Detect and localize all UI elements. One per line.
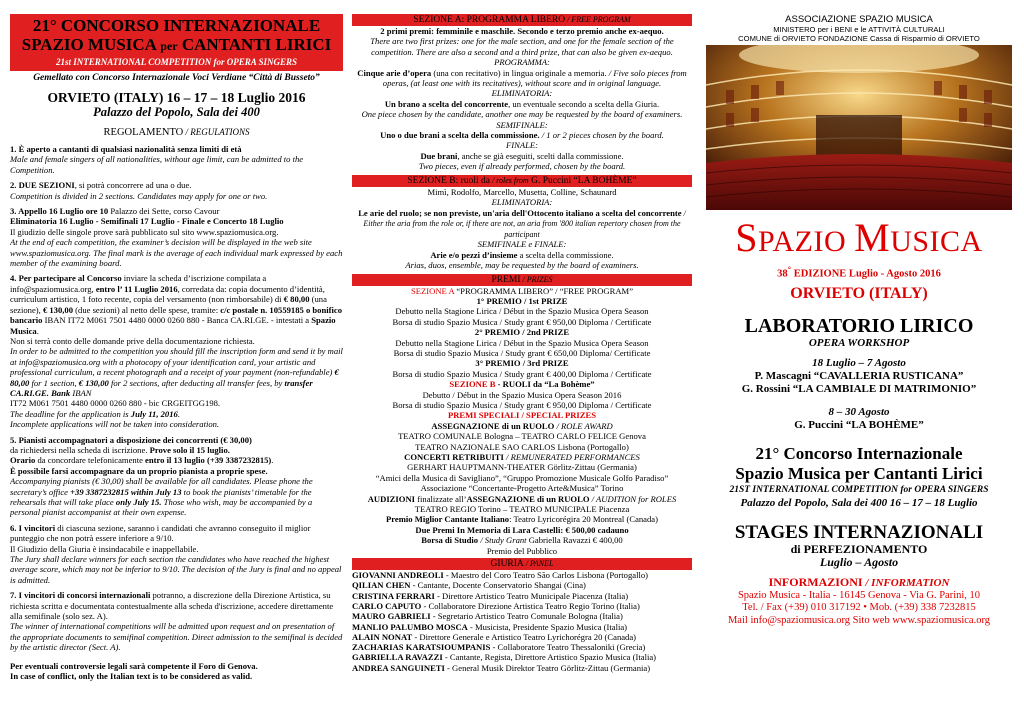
competition-title-2: Spazio Musica per Cantanti Lirici — [735, 463, 983, 483]
legal-footer: Per eventuali controversie legali sarà competente il Foro di Genova. In case of conflict, only the Italian text is to be considered as valid. — [10, 660, 258, 682]
competition-title-1: 21° Concorso Internazionale — [755, 443, 963, 463]
section-a-header: SEZIONE A: PROGRAMMA LIBERO / FREE PROGRAM — [352, 14, 692, 26]
lab-subtitle: OPERA WORKSHOP — [808, 336, 910, 349]
brand-title: SPAZIO MUSICA — [735, 215, 983, 260]
workshop-2-dates: 8 – 30 Agosto — [828, 405, 890, 418]
theatre-photo — [706, 45, 1012, 210]
contact-links: Mail info@spaziomusica.org Sito web www.spaziomusica.org — [727, 614, 991, 626]
competition-dates: ORVIETO (ITALY) 16 – 17 – 18 Luglio 2016 — [47, 90, 306, 105]
info-heading: INFORMAZIONI / INFORMATION — [768, 574, 950, 589]
rule-7: 7. I vincitori di concorsi internazionali potranno, a discrezione della Direzione Artistica, su richiesta scritta e documentata contestualmente alla scheda d'iscrizione, accedere direttamente alla semifinale (solo sez. A). The winner of international competitions will be admitted upon request and on presentation of the appropriate documents to semifinal competition. Direct admission to the semifinal is decided by the artistic director (Sect. A). — [10, 590, 343, 653]
competition-english: 21ST INTERNATIONAL COMPETITION for OPERA SINGERS — [729, 484, 989, 495]
stages-subtitle: di PERFEZIONAMENTO — [790, 541, 928, 556]
address: Spazio Musica - Italia - 16145 Genova - Via G. Parini, 10 — [737, 589, 981, 601]
rule-2: 2. DUE SEZIONI, si potrà concorrere ad una o due. Competition is divided in 2 sections. Candidates may apply for one or two. — [10, 180, 268, 201]
prizes-header: PREMI / PRIZES — [352, 274, 692, 286]
city-title: ORVIETO (ITALY) — [790, 284, 928, 302]
edition-text: 38° EDIZIONE Luglio - Agosto 2016 — [777, 264, 941, 280]
competition-place: Palazzo del Popolo, Sala dei 400 — [93, 105, 260, 119]
jury-member: ALAIN NONAT - Direttore Generale e Artistico Teatro Lyrichorégra 20 (Canada) — [352, 631, 637, 642]
workshop-1-opera-1: P. Mascagni “CAVALLERIA RUSTICANA” — [754, 369, 964, 382]
jury-member: QILIAN CHEN - Cantante, Docente Conservatorio Shangai (Cina) — [352, 580, 586, 591]
jury-member: MANLIO PALUMBO MOSCA - Musicista, Presidente Spazio Musica (Italia) — [352, 621, 628, 632]
sections-column: SEZIONE A: PROGRAMMA LIBERO / FREE PROGRAM 2 primi premi: femminile e maschile. Secondo e terzo premio anche ex-aequo. There are two first prizes: one for the male section, and one for the female section of the competition. There are also a second and a third prize, that can also be given ex-aequo. PROGRAMMA: Cinque arie d’opera (una con recitativo) in lingua originale a memoria. / Five solo pieces from operas, (at least one with its recitatives), without score and in original language. ELIMINATORIA: Un brano a scelta del concorrente, un eventuale secondo a scelta della Giuria. One piece chosen by the candidate, another one may be requested by the board of examiners. SEMIFINALE: Uno o due brani a scelta della commissione. / 1 or 2 pieces chosen by the board. FINALE: Due brani, anche se già eseguiti, scelti dalla commissione. Two pieces, even if already performed, chosen by the board. SEZIONE B: ruoli da / roles from G. Puccini “LA BOHÈME” Mimì, Rodolfo, Marcello, Musetta, Colline, Schaunard ELIMINATORIA: Le arie del ruolo; se non previste, un'aria dell'Ottocento italiano a scelta del concorrente / Either the aria from the role or, if there are not, an aria from '800 italian repertory chosen from the participant SEMIFINALE e FINALE: Arie e/o pezzi d’insieme a scelta della commissione. Arias, duos, ensemble, may be requested by the board of examiners. PREMI / PRIZES SEZIONE A “PROGRAMMA LIBERO” / “FREE PROGRAM” 1° PREMIO / 1st PRIZE Debutto nella Stagione Lirica / Début in the Spazio Musica Opera Season Borsa di studio Spazio Musica / Study grant € 950,00 Diploma / Certificate 2° PREMIO / 2nd PRIZE Debutto nella Stagione Lirica / Début in the Spazio Musica Opera Season Borsa di studio Spazio Musica / Study grant € 650,00 Diploma/ Certificate 3° PREMIO / 3rd PRIZE Borsa di studio Spazio Musica / Study grant € 400,00 Diploma / Certificate SEZIONE B - RUOLI da “La Bohème” Debutto / Début in the Spazio Musica Opera Season 2016 Borsa di studio Spazio Musica / Study grant € 950,00 Diploma / Certificate PREMI SPECIALI / SPECIAL PRIZES ASSEGNAZIONE di un RUOLO / ROLE AWARD TEATRO COMUNALE Bologna – TEATRO CARLO FELICE Genova TEATRO NAZIONALE SAO CARLOS Lisbona (Portogallo) CONCERTI RETRIBUITI / REMUNERATED PERFORMANCES GERHART HAUPTMANN-THEATER Görlitz-Zittau (Germania) “Amici della Musica di Savigliano”, “Gruppo Promozione Musicale Golfo Paradiso” Associazione “Concertante-Progetto Arte&Musica” Torino AUDIZIONI finalizzate all’ASSEGNAZIONE di un RUOLO / AUDITION for ROLES TEATRO REGIO Torino – TEATRO MUNICIPALE Piacenza Premio Miglior Cantante Italiano: Teatro Lyricorégira 20 Montreal (Canada) Due Premi In Memoria di Lara Castelli: € 500,00 cadauno Borsa di Studio / Study Grant Gabriella Ravazzi € 400,00 Premio del Pubblico GIURIA / PANEL GIOVANNI ANDREOLI - Maestro del Coro Teatro São Carlos Lisbona (Portogallo) QILIAN CHEN - Cantante, Docente Conservatorio Shangai (Cina) CRISTINA FERRARI - Direttore Artistico Teatro Municipale Piacenza (Italia) CARLO CAPUTO - Collaboratore Direzione Artistica Teatro Regio Torino (Italia) MAURO GABRIELI - Segretario Artistico Teatro Comunale Bologna (Italia) MANLIO PALUMBO MOSCA - Musicista, Presidente Spazio Musica (Italia) ALAIN NONAT - Direttore Generale e Artistico Teatro Lyrichorégra 20 (Canada) ZACHARIAS KARATSIOUMPANIS - Collaboratore Teatro Thessaloniki (Grecia) GABRIELLA RAVAZZI - Cantante, Regista, Direttore Artistico Spazio Musica (Italia) ANDREA SANGUINETI - General Musik Direktor Teatro Görlitz-Zittau (Germania) — [352, 0, 692, 725]
regulations-heading: REGOLAMENTO / REGULATIONS — [103, 127, 250, 138]
association-name: ASSOCIAZIONE SPAZIO MUSICA — [785, 14, 933, 25]
workshop-1-dates: 18 Luglio – 7 Agosto — [812, 356, 906, 369]
section-a-prizes-text: 2 primi premi: femminile e maschile. Secondo e terzo premio anche ex-aequo. — [380, 26, 664, 36]
phone: Tel. / Fax (+39) 010 317192 • Mob. (+39) 338 7232815 — [742, 602, 976, 613]
competition-venue: Palazzo del Popolo, Sala dei 400 16 – 17 – 18 Luglio — [740, 496, 978, 509]
stages-dates: Luglio – Agosto — [819, 554, 899, 569]
section-b-header: SEZIONE B: ruoli da / roles from G. Puccini “LA BOHÈME” — [352, 175, 692, 187]
twinned-text: Gemellato con Concorso Internazionale Voci Verdiane “Città di Busseto” — [33, 73, 320, 83]
rule-4: 4. Per partecipare al Concorso inviare la scheda d’iscrizione compilata a info@spaziomusica.org, entro l’ 11 Luglio 2016, corredata da: copia documento d’identità, curriculum artistico, 1 foto recente, copia del versamento (non rimborsabile) di € 80,00 (una sezione), € 130,00 (due sezioni) al netto delle spese, tramite: c/c postale n. 10559185 o bonifico bancario IBAN IT72 M061 7501 4480 0000 0260 880 - Banca CA.RI.GE. - intestati a Spazio Musica. Non si terrà conto delle domande prive della documentazione richiesta. In order to be admitted to the competition you should fill the inscription form and send it by mail at info@spaziomusica.org with a photocopy of your identification card, your artistic and professional curriculum, a recent photograph and a receipt of your payment (non-refundable) € 80,00 for 1 section, € 130,00 for 2 sections, after deducting all transfer fees, by transfer CA.RI.GE. Bank IBAN IT72 M061 7501 4480 0000 0260 880 - bic CRGEITGG198. The deadline for the application is July 11, 2016. Incomplete applications will not be taken into consideration. — [10, 273, 343, 430]
header-english: 21st INTERNATIONAL COMPETITION for OPERA SINGERS — [56, 57, 297, 67]
regulations-column — [10, 0, 343, 725]
workshop-2-opera: G. Puccini “LA BOHÈME” — [794, 418, 924, 431]
jury-list — [352, 570, 692, 673]
ministry-text: MINISTERO per i BENI e le ATTIVITÀ CULTURALI — [773, 25, 945, 34]
stages-title: STAGES INTERNAZIONALI — [734, 521, 984, 543]
header-line1: 21° CONCORSO INTERNAZIONALE — [32, 16, 321, 35]
website-link[interactable]: www.spaziomusica.org — [892, 614, 991, 626]
jury-header: GIURIA / PANEL — [352, 558, 692, 570]
jury-member: CARLO CAPUTO - Collaboratore Direzione Artistica Teatro Regio Torino (Italia) — [352, 600, 640, 611]
sponsors-text: COMUNE di ORVIETO FONDAZIONE Cassa di Risparmio di ORVIETO — [738, 34, 980, 43]
header-line2: SPAZIO MUSICA per CANTANTI LIRICI — [21, 35, 332, 54]
rule-1: 1. È aperto a cantanti di qualsiasi nazionalità senza limiti di età Male and female singers of all nationalities, without age limit, can be admitted to the Competition. — [10, 144, 304, 175]
rule-3: 3. Appello 16 Luglio ore 10 Palazzo dei Sette, corso Cavour Eliminatoria 16 Luglio - Semifinali 17 Luglio - Finale e Concerto 18 Luglio Il giudizio delle singole prove sarà pubblicato sul sito www.spaziomusica.org. At the end of each competition, the examiner’s decision will be displayed in the web site www.spaziomusica.org. The final mark is the average of each individual mark expressed by each member of the examining board. — [10, 206, 343, 269]
jury-member: ZACHARIAS KARATSIOUMPANIS - Collaboratore Teatro Thessaloniki (Grecia) — [352, 642, 646, 653]
jury-member: ANDREA SANGUINETI - General Musik Direktor Teatro Görlitz-Zittau (Germania) — [352, 662, 651, 673]
jury-member: MAURO GABRIELI - Segretario Artistico Teatro Comunale Bologna (Italia) — [352, 611, 623, 622]
competition-header — [10, 14, 343, 71]
email-link[interactable]: info@spaziomusica.org — [750, 614, 851, 626]
rule-5: 5. Pianisti accompagnatori a disposizione dei concorrenti (€ 30,00) da richiedersi nella scheda di iscrizione. Prove solo il 15 luglio. Orario da concordare telefonicamente entro il 13 luglio (+39 3387232815). È possibile farsi accompagnare da un proprio pianista a proprie spese. Accompanying pianists (€ 30,00) shall be available for all candidates. Please phone the secretary’s office +39 3387232815 within July 13 to book the pianists’ timetable for the rehearsals that will take place only July 15. Those who wish, may be accompanied by a personal pianist accompanist at their own expense. — [10, 434, 313, 518]
jury-member: GIOVANNI ANDREOLI - Maestro del Coro Teatro São Carlos Lisbona (Portogallo) — [352, 570, 649, 581]
jury-member: GABRIELLA RAVAZZI - Cantante, Regista, Direttore Artistico Spazio Musica (Italia) — [352, 652, 657, 663]
special-prizes-heading: PREMI SPECIALI / SPECIAL PRIZES — [447, 410, 597, 421]
info-column — [702, 0, 1016, 725]
rule-6: 6. I vincitori di ciascuna sezione, saranno i candidati che avranno conseguito il miglior punteggio che non potrà essere inferiore a 9/10. Il Giudizio della Giuria è insindacabile e inappellabile. The Jury shall declare winners for each section the candidates who have reached the highest average score, which may not be inferior to 9/10. The decision of the Jury is final and no appeal is admitted. — [10, 522, 342, 585]
section-a-program: Cinque arie d’opera (una con recitativo) in lingua originale a memoria. / Five solo pieces from operas, (at least one with its recitatives), without score and in original language. — [357, 67, 687, 89]
workshop-1-opera-2: G. Rossini “LA CAMBIALE DI MATRIMONIO” — [741, 382, 977, 395]
association-block — [702, 14, 1016, 43]
jury-member: CRISTINA FERRARI - Direttore Artistico Teatro Municipale Piacenza (Italia) — [352, 590, 629, 601]
lab-title: LABORATORIO LIRICO — [744, 314, 974, 337]
